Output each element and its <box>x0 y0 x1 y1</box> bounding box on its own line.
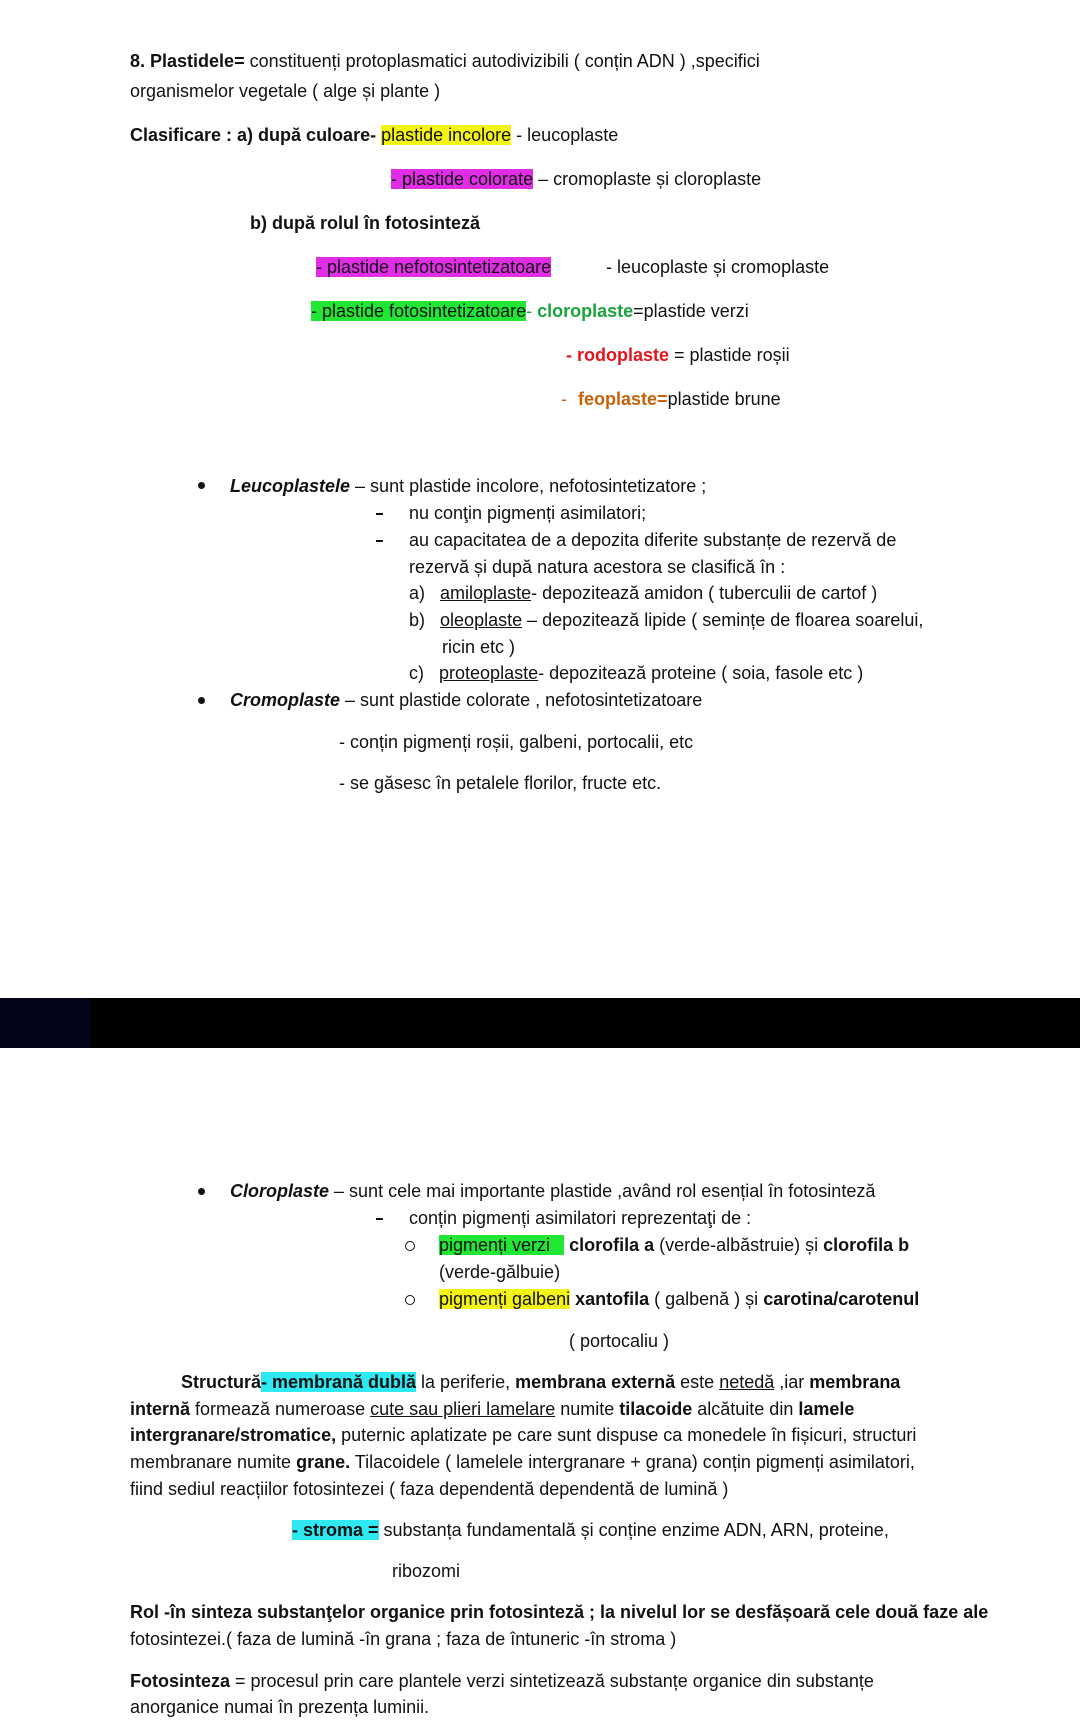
foto-highlight: - plastide fotosintetizatoare <box>311 301 527 321</box>
feoplaste-dash: - <box>561 389 567 409</box>
cromo-term: Cromoplaste <box>230 690 341 710</box>
cromo-heading <box>230 688 702 712</box>
structura-line-1 <box>181 1370 900 1394</box>
cloro-term: Cloroplaste <box>230 1181 330 1201</box>
intergranare-term: intergranare/stromatice, <box>130 1425 337 1445</box>
grane-term: grane. <box>296 1452 351 1472</box>
fotosinteza-line-2: anorganice numai în prezența luminii. <box>130 1697 430 1717</box>
structura-l3-text: puternic aplatizate pe care sunt dispuse ca monedele în fișicuri, structuri <box>336 1425 917 1445</box>
intro-line-2: organismelor vegetale ( alge și plante ) <box>130 81 441 101</box>
sub-a-label: a) <box>409 583 426 603</box>
sub-c-label: c) <box>409 663 424 683</box>
circle-bullet <box>405 1295 415 1305</box>
incolore-text: - leucoplaste <box>511 125 619 145</box>
clorofila-b-term: clorofila b <box>823 1235 910 1255</box>
colorate-highlight: - plastide colorate <box>391 169 534 189</box>
pigmenti-verzi-line-2: (verde-gălbuie) <box>439 1262 561 1282</box>
plastidele-term: Plastidele= <box>150 51 245 71</box>
clorofila-a-term: clorofila a <box>569 1235 655 1255</box>
interna-term: internă <box>130 1399 191 1419</box>
feoplaste-term: feoplaste= <box>578 389 668 409</box>
leuco-def: – sunt plastide incolore, nefotosintetizatore ; <box>350 476 707 496</box>
tilacoide-term: tilacoide <box>619 1399 693 1419</box>
pigmenti-verzi-mid: (verde-albăstruie) și <box>654 1235 824 1255</box>
stroma-highlight: - stroma = <box>292 1520 379 1540</box>
stroma-text: substanța fundamentală și conține enzime ADN, ARN, proteine, <box>378 1520 889 1540</box>
structura-line-2 <box>130 1397 854 1421</box>
structura-line-3 <box>130 1423 916 1447</box>
nefoto-highlight: - plastide nefotosintetizatoare <box>316 257 552 277</box>
stroma-line <box>292 1518 889 1542</box>
rol-line-2: fotosintezei.( faza de lumină -în grana ; faza de întuneric -în stroma ) <box>130 1629 677 1649</box>
pigmenti-verzi-line <box>439 1233 909 1257</box>
neteda-term: netedă <box>719 1372 775 1392</box>
colorate-line <box>391 167 761 191</box>
cute-term: cute sau plieri lamelare <box>370 1399 556 1419</box>
structura-text-1: la periferie, <box>416 1372 516 1392</box>
colorate-text: – cromoplaste și cloroplaste <box>533 169 762 189</box>
lamele-term: lamele <box>798 1399 855 1419</box>
structura-line-5: fiind sediul reacțiilor fotosintezei ( faza dependentă dependentă de lumină ) <box>130 1479 729 1499</box>
cloroplaste-text: =plastide verzi <box>633 301 749 321</box>
xantofila-term: xantofila <box>575 1289 650 1309</box>
proteoplaste-term: proteoplaste <box>439 663 539 683</box>
b-rol-heading: b) după rolul în fotosinteză <box>250 213 480 233</box>
dash-marker <box>376 513 383 515</box>
leuco-sub-c <box>409 661 863 685</box>
section-heading <box>130 49 760 73</box>
foto-line <box>311 299 749 323</box>
leuco-item-1: nu conţin pigmenți asimilatori; <box>409 503 647 523</box>
structura-text-5: ,iar <box>774 1372 810 1392</box>
nefoto-line <box>316 255 551 279</box>
circle-bullet <box>405 1241 415 1251</box>
dash-marker <box>376 540 383 542</box>
sub-c-text: - depozitează proteine ( soia, fasole etc ) <box>538 663 864 683</box>
page-divider-band <box>0 998 1080 1048</box>
rodoplaste-line <box>566 343 790 367</box>
cloro-pigments-intro: conțin pigmenți asimilatori reprezentaţi de : <box>409 1208 752 1228</box>
carotina-term: carotina/carotenul <box>763 1289 920 1309</box>
structura-l2-text: formează numeroase <box>190 1399 371 1419</box>
portocaliu-text: ( portocaliu ) <box>569 1331 670 1351</box>
structura-text-3: este <box>675 1372 720 1392</box>
structura-l4-text: membranare numite <box>130 1452 297 1472</box>
cloro-heading <box>230 1179 875 1203</box>
fotosinteza-line-1 <box>130 1669 874 1693</box>
oleoplaste-term: oleoplaste <box>440 610 523 630</box>
leuco-sub-a <box>409 581 877 605</box>
cromo-line-1: - conțin pigmenți roșii, galbeni, portocalii, etc <box>339 732 694 752</box>
pigmenti-verzi-highlight: pigmenți verzi <box>439 1235 564 1255</box>
nefoto-text: - leucoplaste și cromoplaste <box>606 257 830 277</box>
amiloplaste-term: amiloplaste <box>440 583 532 603</box>
incolore-highlight: plastide incolore <box>381 125 512 145</box>
intro-text: constituenți protoplasmatici autodivizibili ( conțin ADN ) ,specifici <box>244 51 760 71</box>
membrana-term: membrana <box>809 1372 901 1392</box>
cromo-def: – sunt plastide colorate , nefotosintetizatoare <box>340 690 703 710</box>
fotosinteza-def: = procesul prin care plantele verzi sintetizează substanțe organice din substanțe <box>230 1671 874 1691</box>
bullet-dot <box>198 697 205 704</box>
leuco-term: Leucoplastele <box>230 476 351 496</box>
bullet-dot <box>198 1188 205 1195</box>
structura-l4-rest: Tilacoidele ( lamelele intergranare + grana) conțin pigmenți asimilatori, <box>350 1452 915 1472</box>
cromo-line-2: - se găsesc în petalele florilor, fructe etc. <box>339 773 662 793</box>
foto-dash: - <box>526 301 538 321</box>
stroma-line-2: ribozomi <box>392 1561 461 1581</box>
leuco-item-2b: rezervă și după natura acestora se clasifică în : <box>409 557 786 577</box>
rol-line-1 <box>130 1600 988 1624</box>
section-number: 8. <box>130 51 146 71</box>
clasificare-line <box>130 123 618 147</box>
cloroplaste-term: cloroplaste <box>537 301 634 321</box>
pigmenti-galbeni-mid: ( galbenă ) și <box>649 1289 764 1309</box>
structura-l2-numite: numite <box>555 1399 620 1419</box>
membrana-externa-term: membrana externă <box>515 1372 676 1392</box>
dash-marker <box>376 1218 383 1220</box>
page-divider-band-left <box>0 998 90 1048</box>
clasificare-label: Clasificare : a) după culoare- <box>130 125 377 145</box>
leuco-item-2a: au capacitatea de a depozita diferite substanțe de rezervă de <box>409 530 897 550</box>
pigmenti-galbeni-line <box>439 1287 919 1311</box>
pigmenti-galbeni-highlight: pigmenți galbeni <box>439 1289 571 1309</box>
sub-b-text-2: ricin etc ) <box>442 637 516 657</box>
cloro-def: – sunt cele mai importante plastide ,având rol esențial în fotosinteză <box>329 1181 876 1201</box>
sub-b-text: – depozitează lipide ( semințe de floarea soarelui, <box>522 610 924 630</box>
sub-a-text: - depozitează amidon ( tuberculii de cartof ) <box>531 583 878 603</box>
leuco-heading <box>230 474 706 498</box>
rodoplaste-text: = plastide roșii <box>669 345 790 365</box>
sub-b-label: b) <box>409 610 426 630</box>
structura-l2-alcatuite: alcătuite din <box>692 1399 799 1419</box>
bullet-dot <box>198 482 205 489</box>
feoplaste-line <box>561 387 781 411</box>
structura-label: Structură <box>181 1372 262 1392</box>
feoplaste-text: plastide brune <box>667 389 781 409</box>
membrana-dubla-highlight: - membrană dublă <box>261 1372 417 1392</box>
fotosinteza-term: Fotosinteza <box>130 1671 231 1691</box>
rodoplaste-term: - rodoplaste <box>566 345 670 365</box>
structura-line-4 <box>130 1450 915 1474</box>
leuco-sub-b <box>409 608 923 632</box>
rol-text-1: Rol -în sinteza substanţelor organice prin fotosinteză ; la nivelul lor se desfășoară cele două faze ale <box>130 1602 989 1622</box>
